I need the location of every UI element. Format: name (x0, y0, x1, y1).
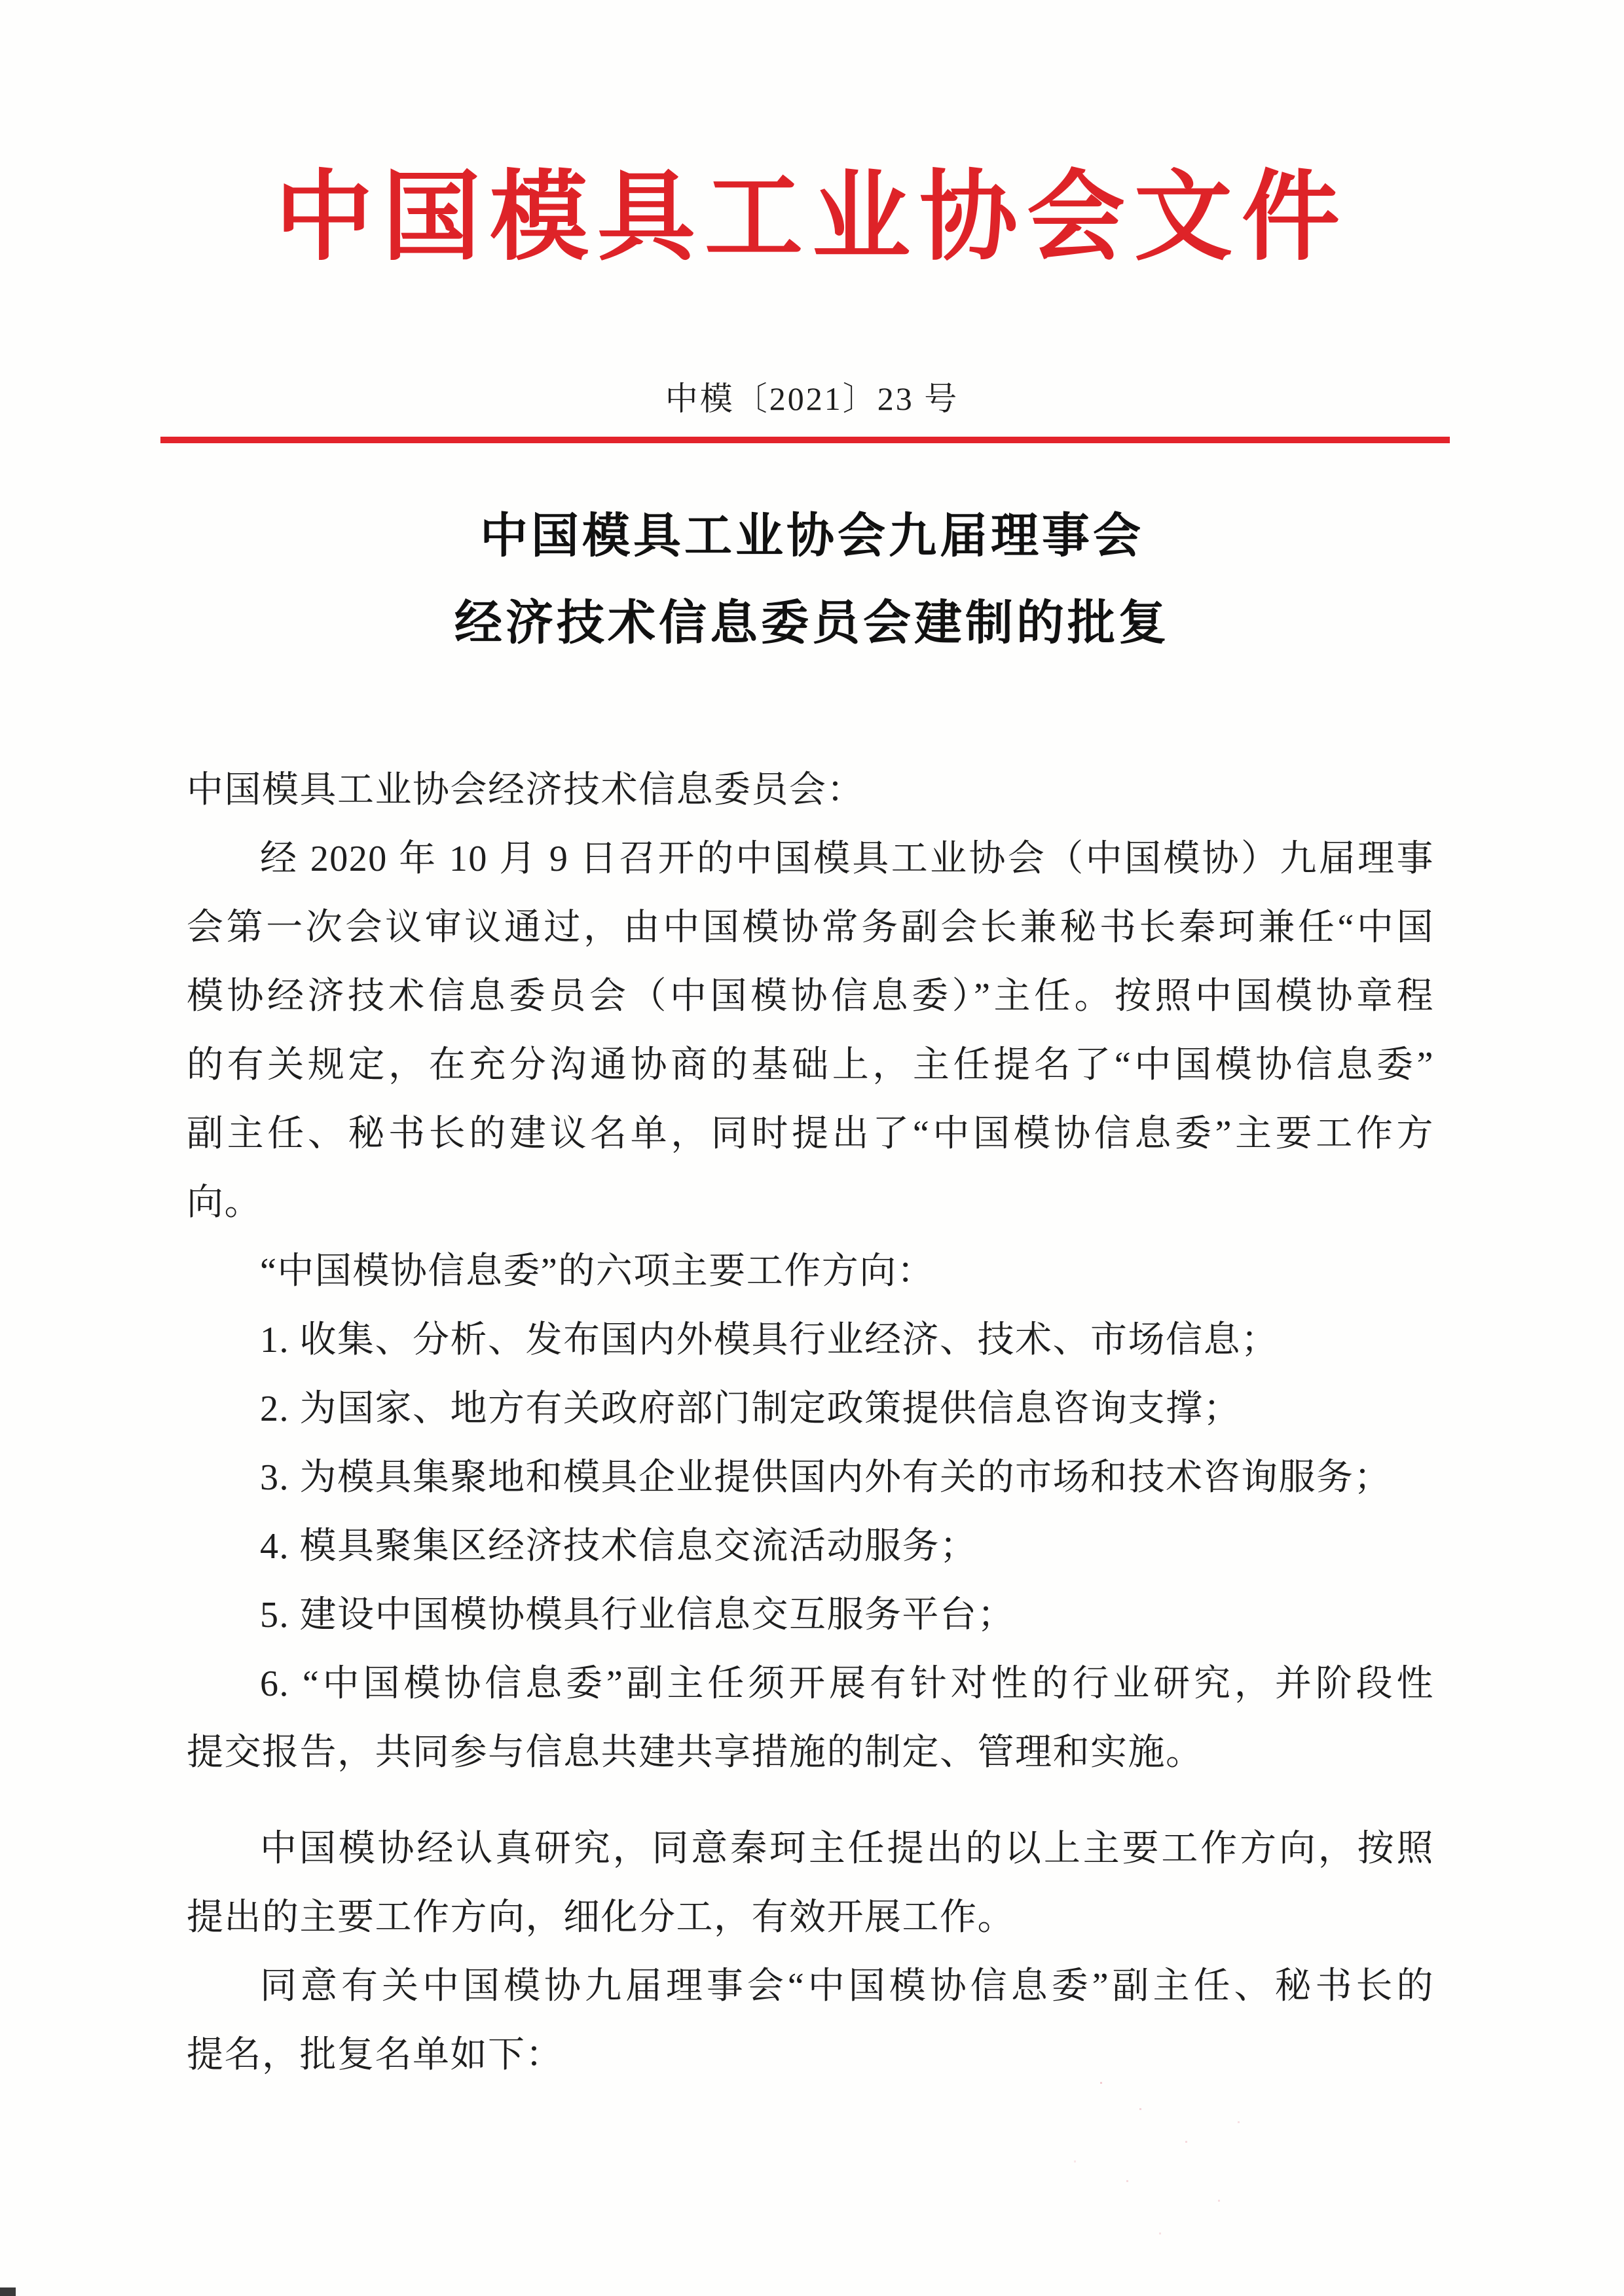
body-line: 中国模协经认真研究，同意秦珂主任提出的以上主要工作方向，按照 (260, 1829, 1434, 1869)
body-line: 2. 为国家、地方有关政府部门制定政策提供信息咨询支撑； (260, 1389, 1241, 1429)
doc-title-line-2: 经济技术信息委员会建制的批复 (454, 596, 1170, 649)
body-line: “中国模协信息委”的六项主要工作方向： (260, 1251, 935, 1292)
body-line: 提名，批复名单如下： (187, 2035, 563, 2075)
scan-corner-mark (0, 2287, 16, 2296)
body-line: 向。 (187, 1182, 262, 1223)
body-line: 的有关规定，在充分沟通协商的基础上，主任提名了“中国模协信息委” (187, 1045, 1434, 1085)
body-line: 经 2020 年 10 月 9 日召开的中国模具工业协会（中国模协）九届理事 (260, 839, 1434, 879)
body-line: 1. 收集、分析、发布国内外模具行业经济、技术、市场信息； (260, 1320, 1279, 1360)
org-header-title: 中国模具工业协会文件 (274, 164, 1349, 272)
doc-title-line-1: 中国模具工业协会九届理事会 (480, 509, 1144, 562)
body-line: 3. 为模具集聚地和模具企业提供国内外有关的市场和技术咨询服务； (260, 1457, 1392, 1498)
body-line: 5. 建设中国模协模具行业信息交互服务平台； (260, 1595, 1015, 1635)
body-line: 中国模具工业协会经济技术信息委员会： (187, 770, 864, 811)
red-divider-line (160, 437, 1450, 443)
body-line: 同意有关中国模协九届理事会“中国模协信息委”副主任、秘书长的 (260, 1966, 1434, 2007)
scan-speckle-artifacts (1100, 2082, 1102, 2084)
doc-title (0, 492, 1624, 666)
body-line: 会第一次会议审议通过，由中国模协常务副会长兼秘书长秦珂兼任“中国 (187, 907, 1434, 948)
body-line: 6. “中国模协信息委”副主任须开展有针对性的行业研究，并阶段性 (260, 1664, 1434, 1704)
body-line: 提交报告，共同参与信息共建共享措施的制定、管理和实施。 (187, 1732, 1204, 1773)
doc-number: 中模〔2021〕23 号 (665, 380, 959, 417)
body-line: 模协经济技术信息委员会（中国模协信息委）”主任。按照中国模协章程 (187, 976, 1434, 1017)
body-line: 4. 模具聚集区经济技术信息交流活动服务； (260, 1526, 978, 1567)
body-line: 提出的主要工作方向，细化分工，有效开展工作。 (187, 1897, 1015, 1938)
body-line: 副主任、秘书长的建议名单，同时提出了“中国模协信息委”主要工作方 (187, 1114, 1434, 1154)
body-text (187, 756, 1434, 2090)
